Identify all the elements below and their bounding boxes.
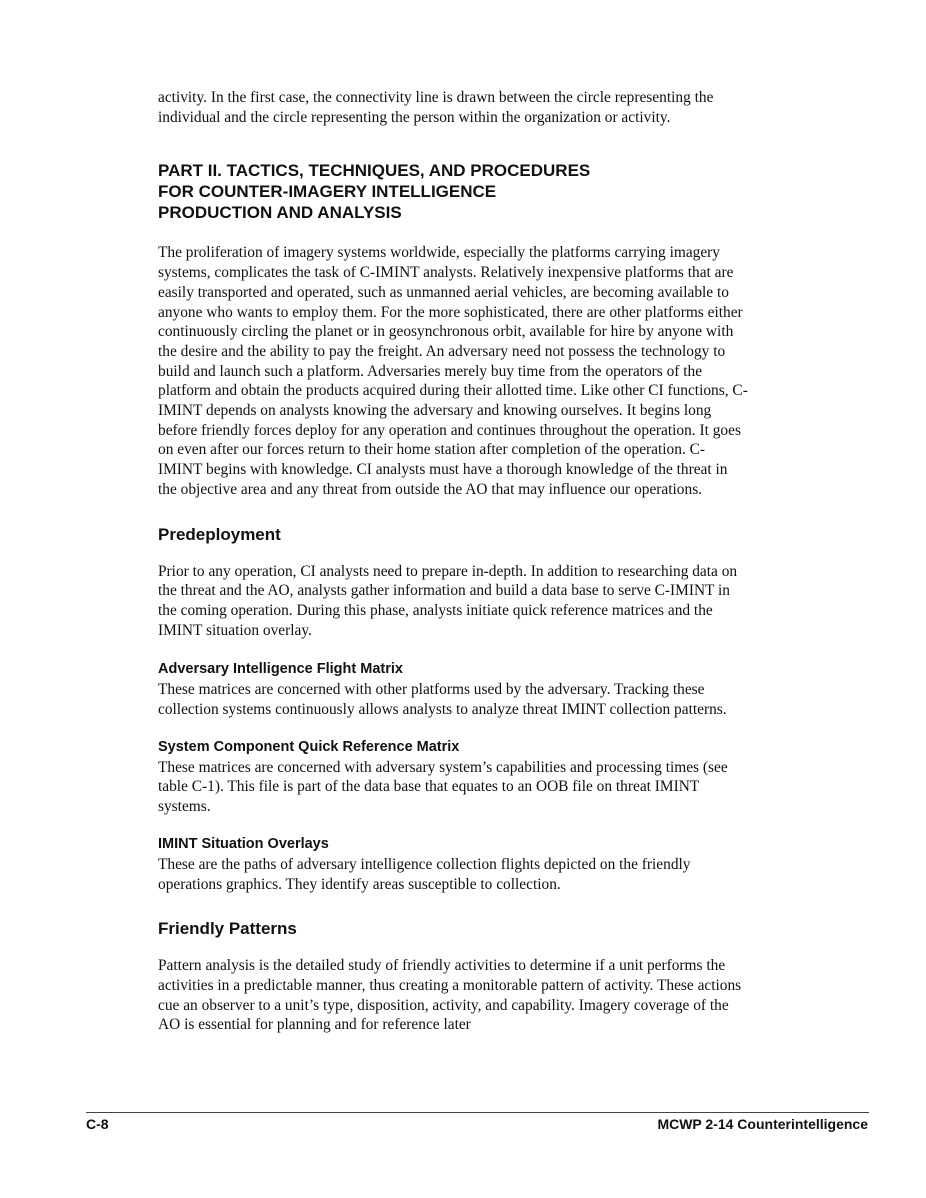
situation-overlays-heading: IMINT Situation Overlays [158, 835, 329, 852]
footer-page-number: C-8 [86, 1116, 109, 1132]
flight-matrix-paragraph: These matrices are concerned with other platforms used by the adversary. Tracking these collection systems continuously allows analysts to analyze threat IMINT collection patterns. [158, 681, 727, 719]
intro-paragraph: activity. In the first case, the connectivity line is drawn between the circle representing the individual and the circle representing the person within the organization or activity. [158, 89, 714, 126]
flight-matrix-heading: Adversary Intelligence Flight Matrix [158, 661, 403, 678]
predeployment-paragraph: Prior to any operation, CI analysts need to prepare in-depth. In addition to researching data on the threat and the AO, analysts gather information and build a data base to serve C-IMINT in the coming operation. During this phase, analysts initiate quick reference matrices and the IMINT situation overlay. [158, 562, 738, 639]
footer-publication-title: MCWP 2-14 Counterintelligence [657, 1116, 868, 1132]
component-matrix-paragraph: These matrices are concerned with adversary system’s capabilities and processing times (see table C-1). This file is part of the data base that equates to an OOB file on threat IMINT systems. [158, 758, 728, 816]
part-heading-line-3: PRODUCTION AND ANALYSIS [158, 203, 402, 223]
part-heading-line-1: PART II. TACTICS, TECHNIQUES, AND PROCEDURES [158, 161, 591, 181]
part-paragraph: The proliferation of imagery systems worldwide, especially the platforms carrying imagery systems, complicates the task of C-IMINT analysts. Relatively inexpensive platforms that are easily transported and operated, such as unmanned aerial vehicles, are becoming available to anyone who wants to employ them. For the more sophisticated, there are other platforms either continuously circling the planet or in geosynchronous orbit, available for hire by anyone with the desire and the ability to pay the freight. An adversary need not possess the technology to build and launch such a platform. Adversaries merely buy time from the operators of the platform and obtain the products acquired during their allotted time. Like other CI functions, C-IMINT depends on analysts knowing the adversary and knowing ourselves. It begins long before friendly forces deploy for any operation and continues throughout the operation. It goes on even after our forces return to their home station after completion of the operation. C-IMINT begins with knowledge. CI analysts must have a thorough knowledge of the threat in the objective area and any threat from outside the AO that may influence our operations. [158, 244, 748, 498]
predeployment-heading: Predeployment [158, 524, 281, 544]
component-matrix-heading: System Component Quick Reference Matrix [158, 738, 460, 755]
part-heading [158, 160, 748, 223]
part-heading-line-2: FOR COUNTER-IMAGERY INTELLIGENCE [158, 182, 497, 202]
situation-overlays-paragraph: These are the paths of adversary intelligence collection flights depicted on the friendly operations graphics. They identify areas susceptible to collection. [158, 855, 691, 893]
footer-divider [86, 1112, 869, 1113]
friendly-patterns-paragraph: Pattern analysis is the detailed study of friendly activities to determine if a unit performs the activities in a predictable manner, thus creating a monitorable pattern of activity. These actions cue an observer to a unit’s type, disposition, activity, and capability. Imagery coverage of the AO is essential for planning and for reference later [158, 957, 742, 1034]
friendly-patterns-heading: Friendly Patterns [158, 919, 297, 939]
page-content [158, 88, 748, 1035]
